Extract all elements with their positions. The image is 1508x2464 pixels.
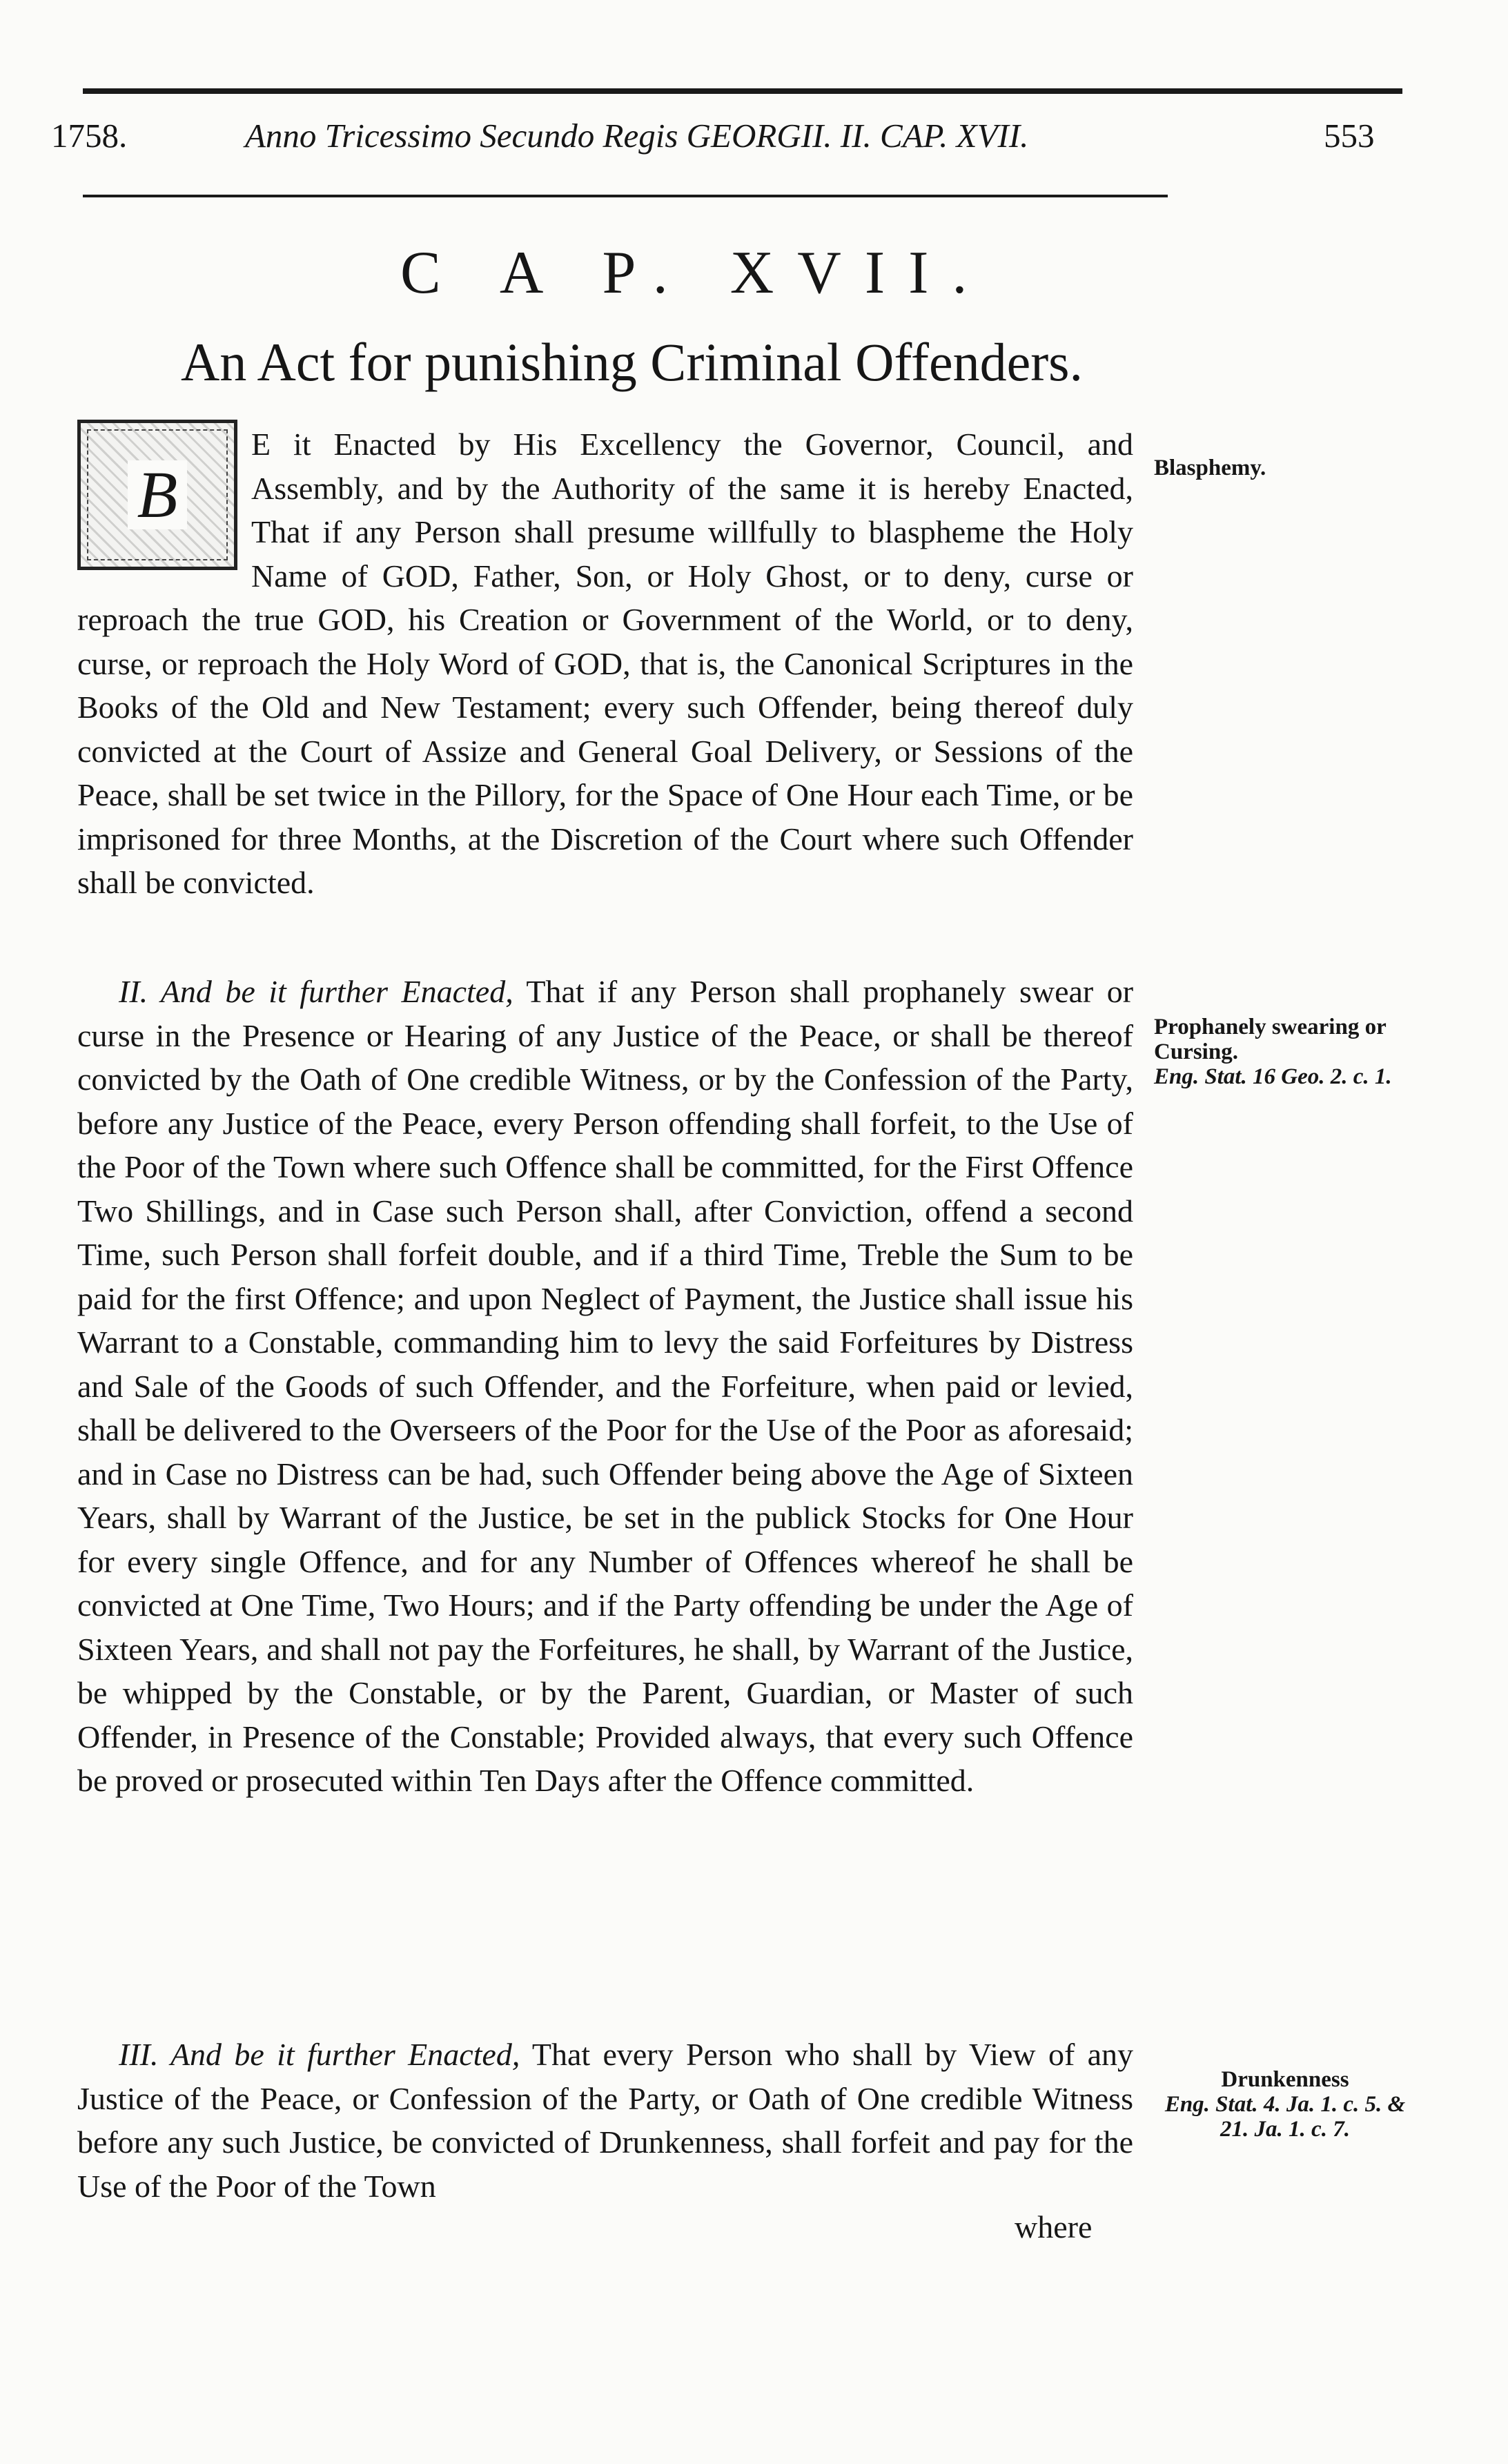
margin-note-reference: Eng. Stat. 4. Ja. 1. c. 5. & 21. Ja. 1. c. 7.	[1164, 2092, 1406, 2142]
running-head-title: Anno Tricessimo Secundo Regis GEORGII. II. CAP. XVII.	[245, 117, 1029, 155]
margin-note-blasphemy	[1154, 456, 1416, 480]
paragraph-3-text: That every Person who shall by View of any Justice of the Peace, or Confession of the Party, or Oath of One credible Witness before any such Justice, be convicted of Drunkenness, shall forfeit and pay for the Use of the Poor of the Town	[77, 2037, 1134, 2204]
margin-note-swearing	[1154, 1015, 1416, 1089]
running-head-year: 1758.	[51, 117, 128, 155]
paragraph-1-text: E it Enacted by His Excellency the Governor, Council, and Assembly, and by the Authority of the same it is hereby Enacted, That if any Person shall presume willfully to blaspheme the Holy Name of GOD, Father, Son, or Holy Ghost, or to deny, curse or reproach the true GOD, his Creation or Government of the World, or to deny, curse, or reproach the Holy Word of GOD, that is, the Canonical Scriptures in the Books of the Old and New Testament; every such Offender, being thereof duly convicted at the Court of Assize and General Goal Delivery, or Sessions of the Peace, shall be set twice in the Pillory, for the Space of One Hour each Time, or be imprisoned for three Months, at the Discretion of the Court where such Offender shall be convicted.	[77, 427, 1133, 900]
page-number: 553	[1324, 117, 1375, 155]
act-title: An Act for punishing Criminal Offenders.	[181, 332, 1084, 392]
margin-note-reference: Eng. Stat. 16 Geo. 2. c. 1.	[1154, 1064, 1392, 1089]
drop-cap-letter: B	[128, 460, 188, 530]
margin-note-drunkenness	[1154, 2067, 1416, 2142]
paragraph-1	[77, 422, 1133, 905]
margin-note-heading: Prophanely swearing or Cursing.	[1154, 1015, 1387, 1064]
margin-note-heading: Blasphemy.	[1154, 456, 1266, 480]
top-rule	[83, 88, 1402, 94]
paragraph-2-text: That if any Person shall prophanely swear or curse in the Presence or Hearing of any Justice of the Peace, or shall be thereof convicted by the Oath of One credible Witness, or by the Confession of the Party, before any Justice of the Peace, every Person offending shall forfeit, to the Use of the Poor of the Town where such Offence shall be committed, for the First Offence Two Shillings, and in Case such Person shall, after Conviction, offend a second Time, such Person shall forfeit double, and if a third Time, Treble the Sum to be paid for the first Offence; and upon Neglect of Payment, the Justice shall issue his Warrant to a Constable, commanding him to levy the said Forfeitures by Distress and Sale of the Goods of such Offender, and the Forfeiture, when paid or levied, shall be delivered to the Overseers of the Poor for the Use of the Poor as aforesaid; and in Case no Distress can be had, such Offender being above the Age of Sixteen Years, shall by Warrant of the Justice, be set in the publick Stocks for One Hour for every single Offence, and for any Number of Offences whereof he shall be convicted at One Time, Two Hours; and if the Party offending be under the Age of Sixteen Years, and shall not pay the Forfeitures, he shall, by Warrant of the Justice, be whipped by the Constable, or by the Parent, Guardian, or Master of such Offender, in Presence of the Constable; Provided always, that every such Offence be proved or prosecuted within Ten Days after the Offence committed.	[77, 974, 1134, 1798]
header-rule	[83, 195, 1168, 197]
catchword: where	[1015, 2209, 1093, 2245]
paragraph-2-lead-in: II. And be it further Enacted,	[119, 974, 513, 1009]
margin-note-heading: Drunkenness	[1221, 2067, 1349, 2092]
paragraph-2	[77, 970, 1133, 1803]
chapter-heading: C A P. XVII.	[400, 239, 991, 306]
paragraph-3	[77, 2033, 1133, 2208]
paragraph-3-lead-in: III. And be it further Enacted,	[119, 2037, 520, 2072]
